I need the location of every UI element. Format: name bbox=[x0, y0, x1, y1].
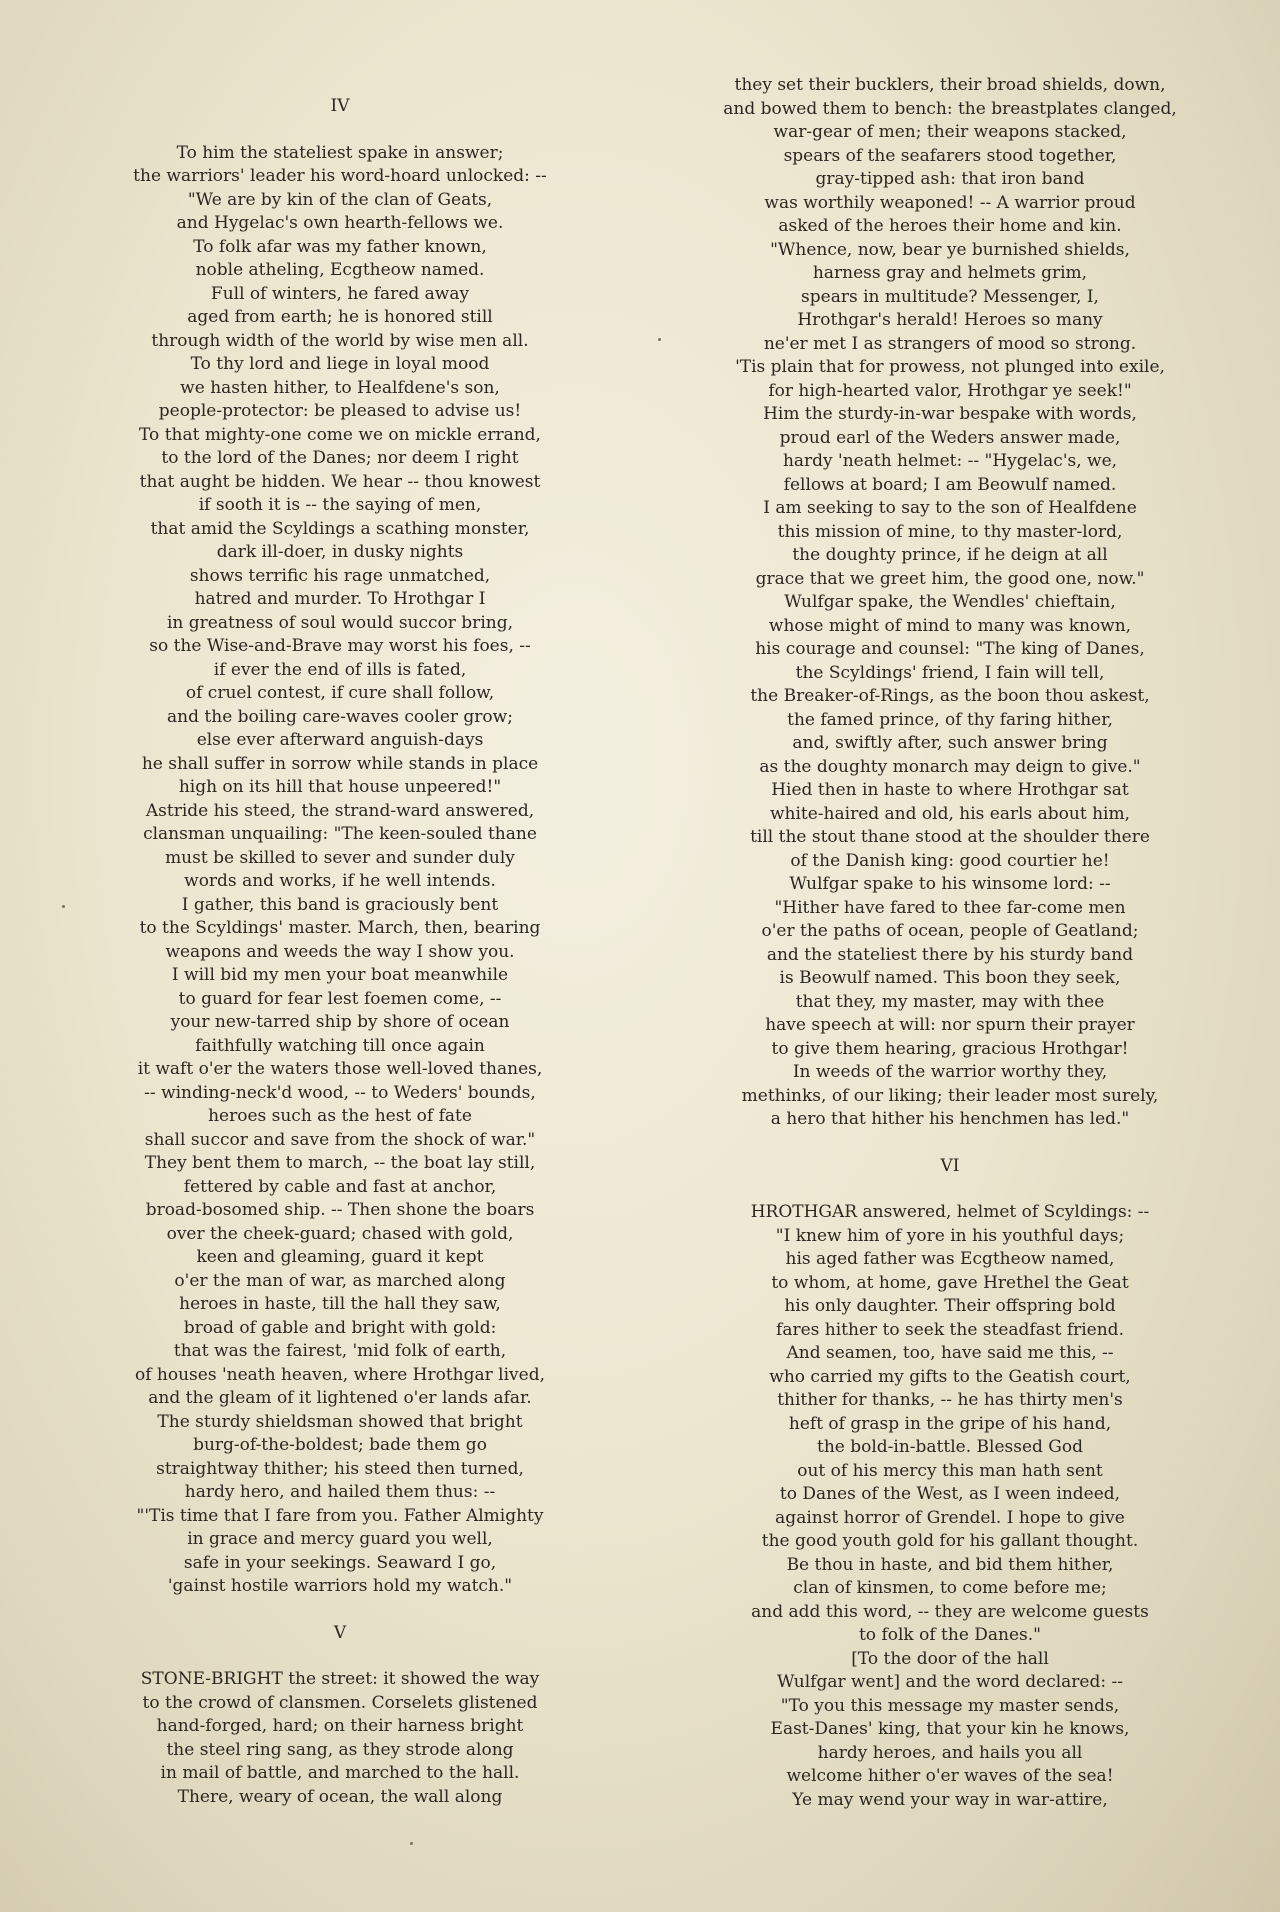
verse-line: 'gainst hostile warriors hold my watch." bbox=[167, 1576, 513, 1596]
verse-line: in grace and mercy guard you well, bbox=[187, 1529, 493, 1549]
verse-line: over the cheek-guard; chased with gold, bbox=[166, 1223, 514, 1244]
verse-line: he shall suffer in sorrow while stands in place bbox=[141, 753, 539, 774]
verse-line: o'er the man of war, as marched along bbox=[174, 1270, 506, 1291]
verse-line: Hied then in haste to where Hrothgar sat bbox=[771, 780, 1129, 800]
verse-line: that they, my master, may with thee bbox=[795, 991, 1105, 1012]
verse-line: welcome hither o'er waves of the sea! bbox=[786, 1766, 1114, 1786]
verse-line: weapons and weeds the way I show you. bbox=[165, 941, 515, 962]
verse-line: The sturdy shieldsman showed that bright bbox=[157, 1411, 523, 1432]
right-column bbox=[700, 74, 1200, 1812]
verse-line: for high-hearted valor, Hrothgar ye seek!" bbox=[768, 380, 1132, 401]
verse-line: clansman unquailing: "The keen-souled thane bbox=[143, 824, 537, 844]
verse-line: if sooth it is -- the saying of men, bbox=[198, 495, 482, 515]
verse-line: Full of winters, he fared away bbox=[210, 283, 470, 304]
verse-line: fettered by cable and fast at anchor, bbox=[183, 1176, 497, 1197]
verse-line: in mail of battle, and marched to the hall. bbox=[160, 1763, 520, 1783]
verse-line: till the stout thane stood at the shoulder there bbox=[750, 827, 1150, 847]
verse-line: There, weary of ocean, the wall along bbox=[177, 1786, 503, 1807]
verse-line: so the Wise-and-Brave may worst his foes, -- bbox=[149, 636, 531, 656]
verse-line: the famed prince, of thy faring hither, bbox=[787, 709, 1113, 730]
paper-speck bbox=[410, 1842, 413, 1845]
verse-line: the good youth gold for his gallant thought. bbox=[761, 1531, 1139, 1551]
verse-line: They bent them to march, -- the boat lay still, bbox=[144, 1153, 536, 1173]
verse-line: of cruel contest, if cure shall follow, bbox=[185, 683, 495, 703]
verse-line: Wulfgar spake to his winsome lord: -- bbox=[789, 874, 1111, 894]
verse-line: have speech at will: nor spurn their prayer bbox=[765, 1015, 1135, 1035]
verse-line: burg-of-the-boldest; bade them go bbox=[193, 1435, 487, 1455]
verse-line: to whom, at home, gave Hrethel the Geat bbox=[771, 1272, 1129, 1293]
verse-line: as the doughty monarch may deign to give." bbox=[759, 756, 1141, 777]
verse-line: grace that we greet him, the good one, now." bbox=[755, 568, 1145, 589]
verse-line: faithfully watching till once again bbox=[195, 1035, 485, 1056]
verse-line: ne'er met I as strangers of mood so strong. bbox=[763, 333, 1137, 354]
section-heading: VI bbox=[940, 1155, 960, 1176]
verse-line: hardy heroes, and hails you all bbox=[817, 1742, 1083, 1763]
verse-line: Hrothgar's herald! Heroes so many bbox=[797, 310, 1103, 330]
verse-line: heft of grasp in the gripe of his hand, bbox=[788, 1413, 1112, 1434]
verse-line: hardy hero, and hailed them thus: -- bbox=[184, 1482, 496, 1502]
verse-line: "I knew him of yore in his youthful days; bbox=[775, 1225, 1125, 1246]
verse-line: HROTHGAR answered, helmet of Scyldings: -- bbox=[750, 1202, 1150, 1222]
verse-line: hardy 'neath helmet: -- "Hygelac's, we, bbox=[782, 451, 1118, 471]
verse-line: the Breaker-of-Rings, as the boon thou askest, bbox=[750, 686, 1150, 706]
left-column bbox=[100, 95, 580, 1809]
verse-line: to Danes of the West, as I ween indeed, bbox=[779, 1484, 1121, 1504]
verse-line: the steel ring sang, as they strode along bbox=[166, 1739, 514, 1760]
verse-line: To that mighty-one come we on mickle errand, bbox=[139, 424, 541, 445]
verse-line: hand-forged, hard; on their harness bright bbox=[156, 1716, 524, 1736]
verse-line: thither for thanks, -- he has thirty men's bbox=[777, 1390, 1123, 1410]
verse-line: must be skilled to sever and sunder duly bbox=[165, 847, 515, 868]
verse-line: it waft o'er the waters those well-loved thanes, bbox=[137, 1059, 543, 1079]
verse-line: the Scyldings' friend, I fain will tell, bbox=[795, 662, 1105, 683]
verse-line: to folk of the Danes." bbox=[858, 1625, 1042, 1645]
verse-line: "'Tis time that I fare from you. Father Almighty bbox=[136, 1505, 544, 1526]
verse-line: aged from earth; he is honored still bbox=[187, 307, 493, 327]
verse-line: words and works, if he well intends. bbox=[184, 871, 496, 891]
verse-line: was worthily weaponed! -- A warrior proud bbox=[764, 192, 1136, 213]
verse-line: his aged father was Ecgtheow named, bbox=[785, 1249, 1115, 1269]
verse-line: STONE-BRIGHT the street: it showed the way bbox=[140, 1669, 540, 1689]
verse-line: to give them hearing, gracious Hrothgar! bbox=[771, 1038, 1129, 1059]
verse-line: heroes such as the hest of fate bbox=[208, 1106, 472, 1126]
verse-line: Wulfgar spake, the Wendles' chieftain, bbox=[784, 592, 1116, 612]
verse-line: in greatness of soul would succor bring, bbox=[167, 612, 513, 633]
verse-line: war-gear of men; their weapons stacked, bbox=[773, 122, 1127, 142]
verse-line: harness gray and helmets grim, bbox=[812, 263, 1088, 283]
verse-line: In weeds of the warrior worthy they, bbox=[792, 1062, 1108, 1082]
verse-line: 'Tis plain that for prowess, not plunged into exile, bbox=[735, 357, 1165, 377]
verse-line: Ye may wend your way in war-attire, bbox=[792, 1789, 1108, 1810]
verse-line: the warriors' leader his word-hoard unlocked: -- bbox=[133, 166, 547, 186]
verse-line: his courage and counsel: "The king of Danes, bbox=[755, 639, 1145, 659]
verse-line: heroes in haste, till the hall they saw, bbox=[179, 1294, 501, 1314]
verse-line: broad-bosomed ship. -- Then shone the boars bbox=[145, 1200, 535, 1220]
verse-line: "We are by kin of the clan of Geats, bbox=[187, 189, 493, 210]
verse-line: "Hither have fared to thee far-come men bbox=[774, 897, 1126, 918]
verse-line: white-haired and old, his earls about him, bbox=[769, 803, 1131, 824]
verse-line: keen and gleaming, guard it kept bbox=[196, 1247, 484, 1267]
verse-line: and, swiftly after, such answer bring bbox=[792, 733, 1108, 753]
verse-line: straightway thither; his steed then turned, bbox=[156, 1458, 524, 1479]
verse-line: people-protector: be pleased to advise us! bbox=[158, 401, 522, 421]
verse-line: his only daughter. Their offspring bold bbox=[784, 1296, 1116, 1316]
verse-line: fares hither to seek the steadfast friend. bbox=[776, 1319, 1124, 1340]
section-heading: IV bbox=[330, 96, 350, 116]
verse-line: and the boiling care-waves cooler grow; bbox=[167, 706, 513, 727]
verse-line: out of his mercy this man hath sent bbox=[797, 1460, 1103, 1481]
verse-line: and the stateliest there by his sturdy band bbox=[766, 944, 1134, 965]
paper-speck bbox=[62, 905, 65, 908]
verse-line: -- winding-neck'd wood, -- to Weders' bounds, bbox=[144, 1082, 536, 1103]
verse-line: To him the stateliest spake in answer; bbox=[176, 142, 504, 163]
verse-line: to the Scyldings' master. March, then, bearing bbox=[139, 918, 541, 938]
section-gap bbox=[100, 1599, 580, 1622]
verse-line: high on its hill that house unpeered!" bbox=[178, 777, 502, 797]
verse-line: fellows at board; I am Beowulf named. bbox=[783, 474, 1117, 495]
verse-line: we hasten hither, to Healfdene's son, bbox=[180, 377, 500, 398]
verse-line: to guard for fear lest foemen come, -- bbox=[178, 988, 502, 1009]
verse-line: safe in your seekings. Seaward I go, bbox=[183, 1552, 497, 1573]
verse-line: that was the fairest, 'mid folk of earth, bbox=[173, 1341, 507, 1361]
verse-line: gray-tipped ash: that iron band bbox=[815, 169, 1085, 189]
verse-line: of houses 'neath heaven, where Hrothgar lived, bbox=[134, 1364, 546, 1385]
verse-line: and Hygelac's own hearth-fellows we. bbox=[176, 213, 504, 233]
verse-line: Be thou in haste, and bid them hither, bbox=[786, 1554, 1114, 1575]
verse-line: shall succor and save from the shock of war." bbox=[144, 1129, 536, 1150]
verse-line: to the crowd of clansmen. Corselets glistened bbox=[142, 1692, 538, 1713]
verse-line: through width of the world by wise men all. bbox=[151, 330, 529, 351]
verse-line: who carried my gifts to the Geatish court, bbox=[769, 1366, 1131, 1387]
verse-line: that aught be hidden. We hear -- thou knowest bbox=[139, 471, 541, 492]
verse-line: I am seeking to say to the son of Healfdene bbox=[763, 498, 1137, 518]
verse-line: to the lord of the Danes; nor deem I right bbox=[161, 448, 519, 468]
verse-line: whose might of mind to many was known, bbox=[768, 615, 1132, 636]
verse-line: East-Danes' king, that your kin he knows, bbox=[770, 1719, 1130, 1739]
verse-line: Astride his steed, the strand-ward answered, bbox=[145, 800, 535, 821]
verse-line: and the gleam of it lightened o'er lands afar. bbox=[148, 1388, 532, 1408]
verse-line: that amid the Scyldings a scathing monster, bbox=[150, 518, 530, 539]
section-heading: V bbox=[333, 1622, 347, 1643]
verse-line: else ever afterward anguish-days bbox=[196, 730, 484, 750]
verse-line: To thy lord and liege in loyal mood bbox=[190, 354, 490, 374]
verse-line: And seamen, too, have said me this, -- bbox=[786, 1343, 1114, 1363]
paper-speck bbox=[658, 338, 661, 341]
verse-line: [To the door of the hall bbox=[851, 1648, 1049, 1669]
verse-line: spears of the seafarers stood together, bbox=[783, 145, 1117, 166]
verse-line: they set their bucklers, their broad shields, down, bbox=[734, 75, 1166, 95]
verse-line: a hero that hither his henchmen has led." bbox=[770, 1109, 1130, 1129]
verse-line: spears in multitude? Messenger, I, bbox=[801, 286, 1099, 307]
verse-line: To folk afar was my father known, bbox=[193, 236, 487, 257]
verse-line: Him the sturdy-in-war bespake with words, bbox=[763, 404, 1137, 424]
verse-line: o'er the paths of ocean, people of Geatland; bbox=[761, 921, 1139, 941]
verse-line: I gather, this band is graciously bent bbox=[181, 894, 499, 915]
verse-line: your new-tarred ship by shore of ocean bbox=[170, 1012, 510, 1032]
verse-line: clan of kinsmen, to come before me; bbox=[793, 1578, 1107, 1598]
verse-line: is Beowulf named. This boon they seek, bbox=[779, 968, 1121, 988]
verse-line: methinks, of our liking; their leader most surely, bbox=[741, 1085, 1159, 1106]
verse-line: and add this word, -- they are welcome guests bbox=[751, 1601, 1149, 1622]
verse-line: noble atheling, Ecgtheow named. bbox=[195, 260, 485, 280]
verse-line: the bold-in-battle. Blessed God bbox=[816, 1437, 1084, 1457]
verse-line: of the Danish king: good courtier he! bbox=[790, 850, 1110, 871]
verse-line: "Whence, now, bear ye burnished shields, bbox=[770, 239, 1130, 260]
verse-line: dark ill-doer, in dusky nights bbox=[216, 542, 464, 562]
verse-line: if ever the end of ills is fated, bbox=[213, 659, 467, 680]
verse-line: hatred and murder. To Hrothgar I bbox=[194, 589, 486, 609]
verse-line: asked of the heroes their home and kin. bbox=[778, 216, 1122, 236]
section-gap bbox=[700, 1132, 1200, 1155]
verse-line: and bowed them to bench: the breastplates clanged, bbox=[723, 98, 1177, 119]
verse-line: the doughty prince, if he deign at all bbox=[792, 545, 1108, 565]
verse-line: this mission of mine, to thy master-lord, bbox=[777, 521, 1123, 542]
verse-line: broad of gable and bright with gold: bbox=[183, 1317, 497, 1338]
verse-line: shows terrific his rage unmatched, bbox=[189, 565, 491, 586]
verse-line: proud earl of the Weders answer made, bbox=[779, 427, 1121, 448]
verse-line: against horror of Grendel. I hope to give bbox=[775, 1507, 1125, 1528]
verse-line: Wulfgar went] and the word declared: -- bbox=[777, 1672, 1123, 1692]
verse-line: "To you this message my master sends, bbox=[780, 1695, 1120, 1716]
verse-line: I will bid my men your boat meanwhile bbox=[171, 965, 509, 985]
